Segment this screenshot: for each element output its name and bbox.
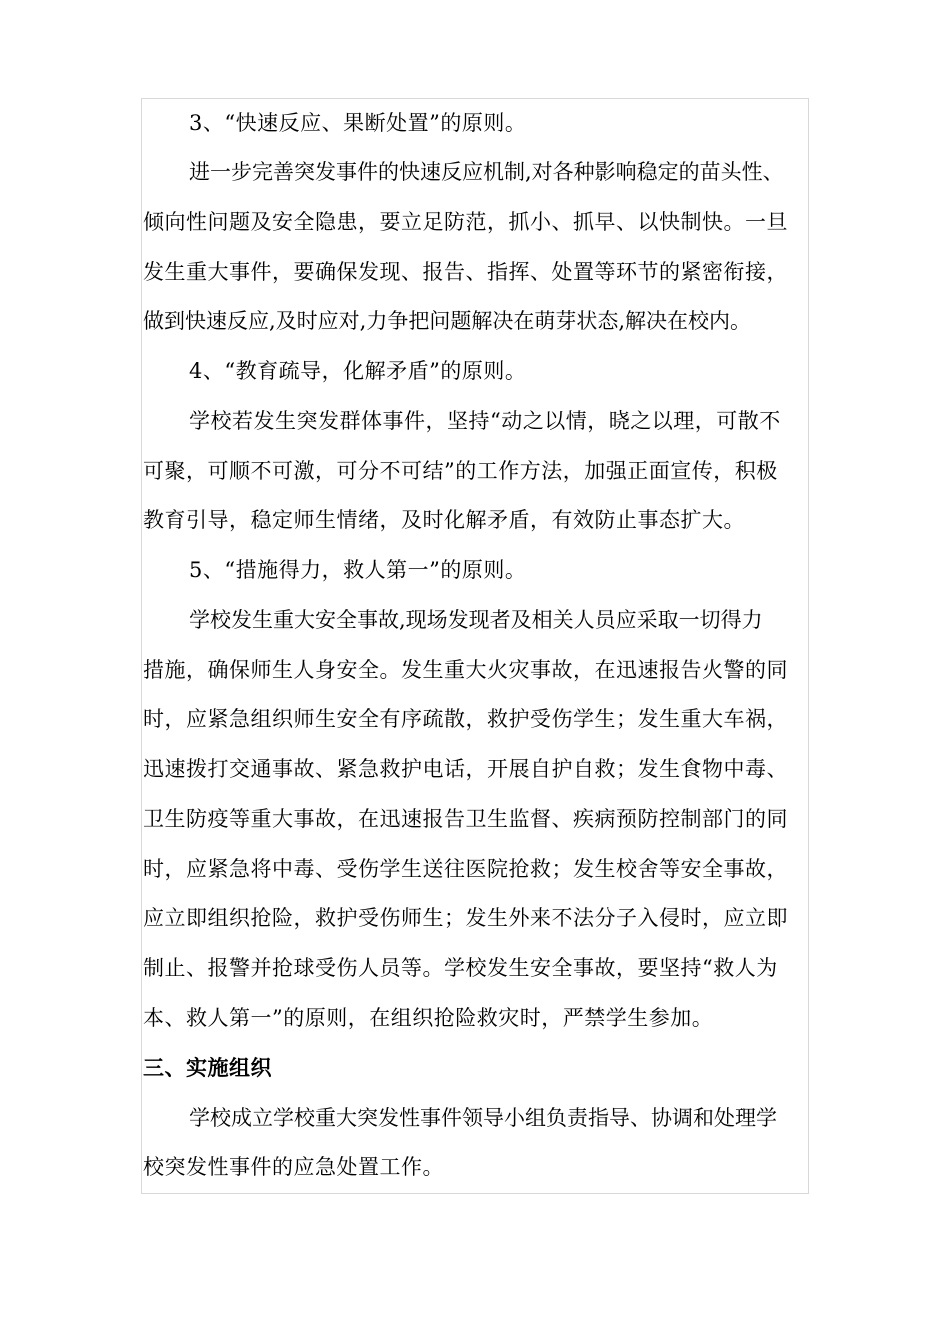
paragraph-line: 制止、报警并抢球受伤人员等。学校发生安全事故，要坚持“救人为: [143, 956, 778, 980]
paragraph-line: 卫生防疫等重大事故，在迅速报告卫生监督、疾病预防控制部门的同: [143, 807, 788, 831]
paragraph-line: 应立即组织抢险，救护受伤师生；发生外来不法分子入侵时，应立即: [143, 906, 788, 930]
paragraph-line: 学校成立学校重大突发性事件领导小组负责指导、协调和处理学: [189, 1106, 777, 1130]
principle-4-heading: 4、“教育疏导，化解矛盾”的原则。: [189, 359, 527, 383]
paragraph-line: 迅速拨打交通事故、紧急救护电话，开展自护自救；发生食物中毒、: [143, 757, 788, 781]
principle-3-heading: 3、“快速反应、果断处置”的原则。: [189, 111, 527, 135]
paragraph-line: 时，应紧急将中毒、受伤学生送往医院抢救；发生校舍等安全事故，: [143, 857, 788, 881]
paragraph-line: 时，应紧急组织师生安全有序疏散，救护受伤学生；发生重大车祸，: [143, 707, 788, 731]
paragraph-line: 教育引导，稳定师生情绪，及时化解矛盾，有效防止事态扩大。: [143, 508, 745, 532]
section-heading: 三、实施组织: [143, 1056, 272, 1080]
principle-5-heading: 5、“措施得力，救人第一”的原则。: [189, 558, 527, 582]
paragraph-line: 发生重大事件，要确保发现、报告、指挥、处置等环节的紧密衔接，: [143, 260, 788, 284]
paragraph-line: 可聚，可顺不可激，可分不可结”的工作方法，加强正面宣传，积极: [143, 459, 778, 483]
paragraph-line: 学校若发生突发群体事件，坚持“动之以情，晓之以理，可散不: [189, 409, 781, 433]
paragraph-line: 本、救人第一”的原则，在组织抢险救灾时，严禁学生参加。: [143, 1006, 714, 1030]
paragraph-line: 校突发性事件的应急处置工作。: [143, 1155, 444, 1179]
paragraph-line: 措施，确保师生人身安全。发生重大火灾事故，在迅速报告火警的同: [143, 658, 788, 682]
paragraph-line: 倾向性问题及安全隐患，要立足防范，抓小、抓早、以快制快。一旦: [143, 210, 788, 234]
paragraph-line: 进一步完善突发事件的快速反应机制,对各种影响稳定的苗头性、: [189, 160, 784, 184]
paragraph-line: 学校发生重大安全事故,现场发现者及相关人员应采取一切得力: [189, 608, 763, 632]
paragraph-line: 做到快速反应,及时应对,力争把问题解决在萌芽状态,解决在校内。: [143, 309, 752, 333]
